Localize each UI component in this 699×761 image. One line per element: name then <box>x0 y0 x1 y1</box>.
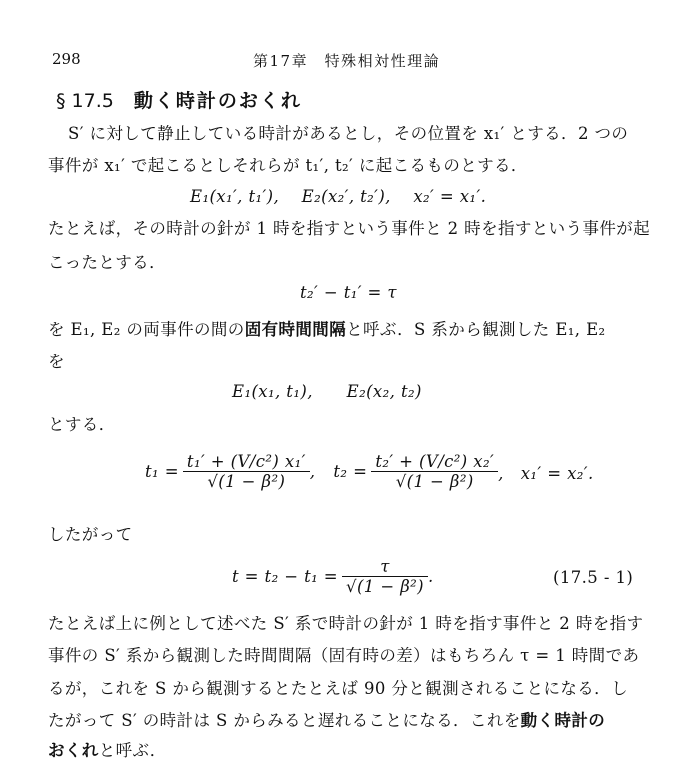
section-title: 動く時計のおくれ <box>133 90 302 112</box>
eq-lhs: t₂ = <box>333 462 368 481</box>
term-moving-clock: 動く時計の <box>520 711 606 730</box>
section-number: § 17.5 <box>56 90 114 112</box>
paragraph-line: 事件の S′ 系から観測した時間間隔（固有時の差）はもちろん τ = 1 時間であ <box>48 646 640 665</box>
fraction-denominator: √(1 − β²) <box>395 472 474 491</box>
fraction-denominator: √(1 − β²) <box>207 472 286 491</box>
equation-label: (17.5 - 1) <box>553 568 634 587</box>
paragraph-line: したがって <box>48 525 133 544</box>
eq-sep: , <box>309 462 316 481</box>
term-proper-time-interval: 固有時間間隔 <box>244 320 347 339</box>
equation-time-dilation <box>232 557 434 596</box>
equation-events-prime: E₁(x₁′, t₁′), E₂(x₂′, t₂′), x₂′ = x₁′. <box>190 187 487 206</box>
paragraph-line: 事件が x₁′ で起こるとしそれらが t₁′, t₂′ に起こるものとする． <box>48 156 528 175</box>
fraction <box>371 452 498 491</box>
term-delay: おくれ <box>48 741 99 760</box>
page-number: 298 <box>52 50 81 68</box>
eq-lhs: t = t₂ − t₁ = <box>232 567 339 586</box>
paragraph-line: とする． <box>48 415 116 434</box>
paragraph-line: こったとする． <box>48 253 166 272</box>
eq-tail: , x₁′ = x₂′. <box>498 463 594 483</box>
paragraph-line: たとえば，その時計の針が 1 時を指すという事件と 2 時を指すという事件が起 <box>48 219 651 238</box>
section-heading <box>56 86 302 113</box>
chapter-title: 第17章 特殊相対性理論 <box>253 52 441 70</box>
text-span: と呼ぶ．S 系から観測した E₁, E₂ <box>346 320 606 339</box>
paragraph-line <box>48 707 605 731</box>
paragraph-line: S′ に対して静止している時計があるとし，その位置を x₁′ とする．2 つの <box>68 124 629 143</box>
paragraph-line <box>48 316 606 340</box>
equation-events: E₁(x₁, t₁), E₂(x₂, t₂) <box>232 382 422 401</box>
text-span: を E₁, E₂ の両事件の間の <box>48 320 245 339</box>
paragraph-line: を <box>48 352 65 371</box>
text-span: と呼ぶ． <box>98 741 167 760</box>
equation-proper-time: t₂′ − t₁′ = τ <box>300 283 397 302</box>
paragraph-line: るが，これを S から観測するとたとえば 90 分と観測されることになる．し <box>48 679 628 698</box>
paragraph-line <box>48 737 167 761</box>
fraction <box>342 557 428 596</box>
fraction-numerator: τ <box>342 557 428 577</box>
paragraph-line: たとえば上に例として述べた S′ 系で時計の針が 1 時を指す事件と 2 時を指す <box>48 614 644 633</box>
fraction-numerator: t₂′ + (V/c²) x₂′ <box>371 452 498 472</box>
fraction <box>183 452 310 491</box>
text-span: たがって S′ の時計は S からみると遅れることになる．これを <box>48 711 521 730</box>
eq-lhs: t₁ = <box>145 462 179 481</box>
eq-tail: . <box>428 567 434 586</box>
fraction-denominator: √(1 − β²) <box>346 577 424 596</box>
equation-lorentz <box>145 452 594 491</box>
fraction-numerator: t₁′ + (V/c²) x₁′ <box>183 452 310 472</box>
